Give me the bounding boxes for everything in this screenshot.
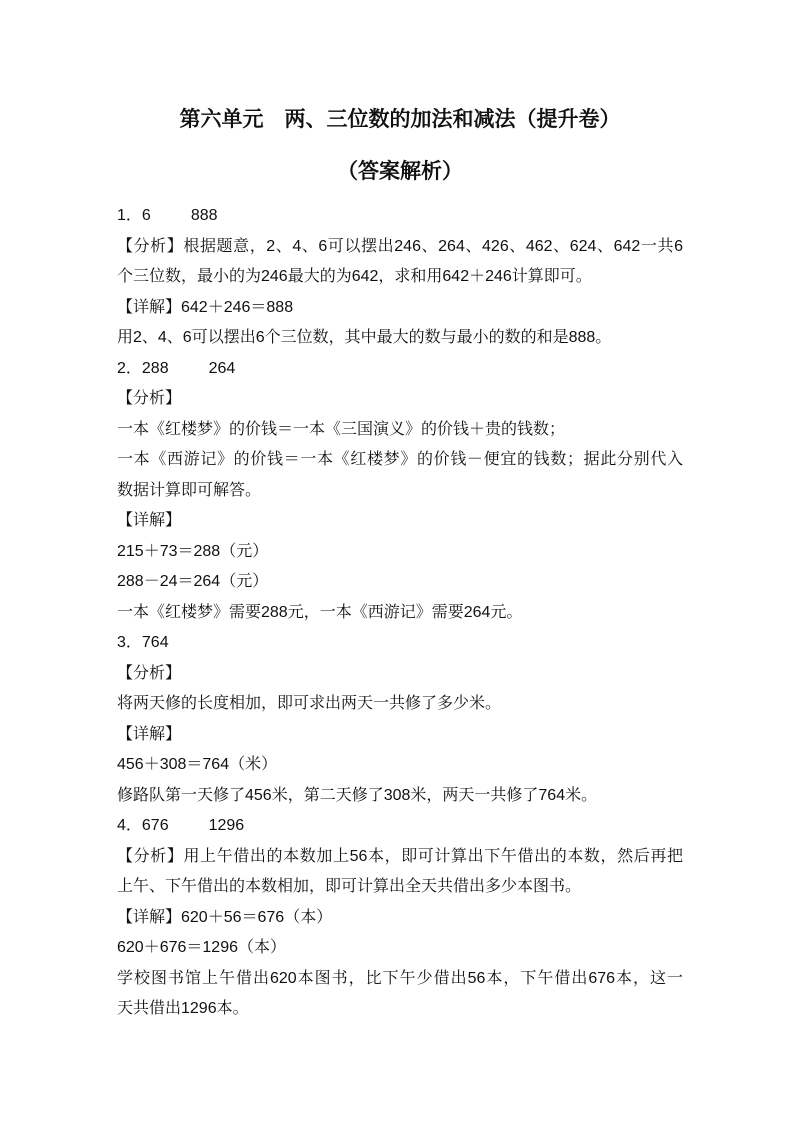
detail-heading: 【详解】	[117, 725, 182, 743]
question-number: 2．	[117, 359, 142, 377]
analysis-line: 上午、下午借出的本数相加，即可计算出全天共借出多少本图书。	[117, 878, 582, 895]
question-number: 3．	[117, 634, 142, 651]
answer-value: 1296	[208, 817, 245, 834]
analysis-line: 数据计算即可解答。	[117, 481, 262, 499]
question-2	[117, 354, 683, 629]
analysis-heading: 【分析】	[117, 390, 182, 407]
calculation-line: 215＋73＝288（元）	[117, 542, 269, 560]
detail-line: 【详解】620＋56＝676（本）	[117, 908, 333, 926]
calculation-line: 456＋308＝764（米）	[117, 756, 278, 773]
analysis-line: 将两天修的长度相加，即可求出两天一共修了多少米。	[117, 695, 502, 712]
question-1	[117, 201, 683, 354]
conclusion-line: 天共借出1296本。	[117, 1000, 249, 1017]
answer-value: 764	[141, 634, 169, 651]
analysis-line: 【分析】用上午借出的本数加上56本，即可计算出下午借出的本数，然后再把	[117, 847, 683, 865]
analysis-line: 一本《红楼梦》的价钱＝一本《三国演义》的价钱＋贵的钱数；	[117, 420, 566, 438]
question-4	[117, 811, 683, 1025]
conclusion-line: 学校图书馆上午借出620本图书，比下午少借出56本，下午借出676本，这一	[117, 969, 683, 987]
question-2-answer-line	[117, 354, 683, 385]
question-3-answer-line	[117, 628, 683, 659]
conclusion-line: 用2、4、6可以摆出6个三位数，其中最大的数与最小的数的和是888。	[117, 329, 612, 346]
analysis-heading: 【分析】	[117, 664, 182, 682]
detail-line: 【详解】642＋246＝888	[117, 298, 294, 316]
answer-value: 288	[141, 359, 169, 377]
document-title: 第六单元 两、三位数的加法和减法（提升卷）	[179, 108, 621, 131]
question-number: 1．	[117, 207, 142, 224]
answer-value: 6	[141, 207, 151, 224]
question-number: 4．	[117, 817, 142, 834]
question-4-answer-line	[117, 811, 683, 842]
analysis-line: 个三位数，最小的为246最大的为642，求和用642＋246计算即可。	[117, 268, 592, 285]
analysis-line: 一本《西游记》的价钱＝一本《红楼梦》的价钱－便宜的钱数；据此分别代入	[117, 451, 683, 468]
document-subtitle: （答案解析）	[337, 160, 463, 183]
question-1-answer-line	[117, 201, 683, 232]
calculation-line: 288－24＝264（元）	[117, 573, 269, 590]
question-3	[117, 628, 683, 811]
calculation-line: 620＋676＝1296（本）	[117, 939, 286, 956]
detail-heading: 【详解】	[117, 512, 182, 529]
answer-value: 264	[208, 359, 236, 377]
answer-body	[117, 201, 683, 1025]
answer-value: 888	[190, 207, 218, 224]
answer-value: 676	[141, 817, 169, 834]
conclusion-line: 修路队第一天修了456米，第二天修了308米，两天一共修了764米。	[117, 786, 598, 804]
analysis-line: 【分析】根据题意，2、4、6可以摆出246、264、426、462、624、642一共6	[117, 237, 683, 255]
conclusion-line: 一本《红楼梦》需要288元，一本《西游记》需要264元。	[117, 603, 523, 621]
